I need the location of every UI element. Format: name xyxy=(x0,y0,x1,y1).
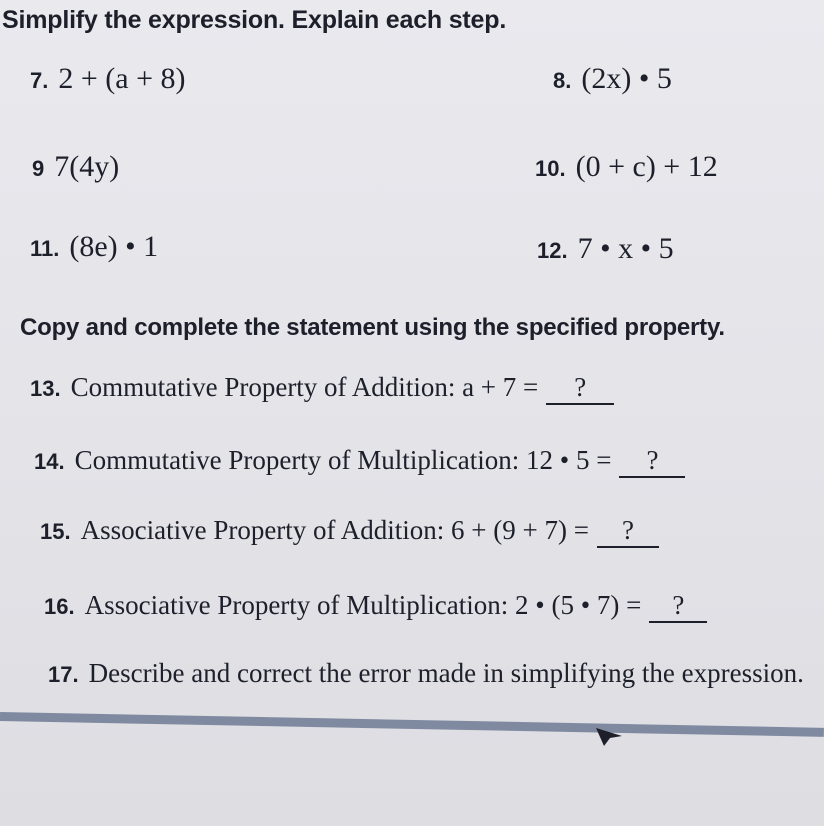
statement-number: 15. xyxy=(40,519,71,544)
problem-expression: (8e) • 1 xyxy=(69,230,159,263)
problem-9 xyxy=(32,150,119,184)
problem-number: 12. xyxy=(537,238,568,263)
answer-blank: ? xyxy=(619,447,685,478)
statement-text: Commutative Property of Multiplication: 12 • 5 = xyxy=(74,445,612,475)
statement-text: Describe and correct the error made in simplifying the expression. xyxy=(88,658,804,688)
problem-expression: 2 + (a + 8) xyxy=(58,62,186,95)
problem-7 xyxy=(30,62,186,96)
section-heading-properties: Copy and complete the statement using the specified property. xyxy=(20,314,725,341)
statement-number: 14. xyxy=(34,449,65,474)
statement-number: 17. xyxy=(48,662,79,687)
statement-number: 16. xyxy=(44,594,75,619)
statement-15 xyxy=(40,515,659,548)
statement-17 xyxy=(48,658,804,689)
statement-text: Associative Property of Multiplication: 2 • (5 • 7) = xyxy=(84,590,642,620)
cursor-arrow-icon xyxy=(594,724,624,748)
divider-rule xyxy=(0,712,824,737)
problem-10 xyxy=(535,150,718,184)
problem-number: 7. xyxy=(30,68,49,93)
problem-number: 10. xyxy=(535,156,566,181)
problem-expression: 7 • x • 5 xyxy=(577,232,674,265)
section-heading-simplify: Simplify the expression. Explain each step. xyxy=(2,6,507,34)
problem-8 xyxy=(553,62,672,96)
problem-expression: (0 + c) + 12 xyxy=(575,150,718,183)
statement-14 xyxy=(34,445,685,478)
answer-blank: ? xyxy=(597,517,659,548)
problem-number: 8. xyxy=(553,68,572,93)
statement-number: 13. xyxy=(30,376,61,401)
statement-16 xyxy=(44,590,707,623)
problem-number: 11. xyxy=(30,236,60,261)
problem-11 xyxy=(30,230,158,264)
statement-13 xyxy=(30,372,614,405)
answer-blank: ? xyxy=(546,374,614,405)
statement-text: Commutative Property of Addition: a + 7 = xyxy=(70,372,539,402)
problem-expression: (2x) • 5 xyxy=(581,62,672,95)
answer-blank: ? xyxy=(649,592,707,623)
problem-number: 9 xyxy=(32,156,45,181)
problem-expression: 7(4y) xyxy=(54,150,120,183)
problem-12 xyxy=(537,232,674,266)
statement-text: Associative Property of Addition: 6 + (9 + 7) = xyxy=(80,515,589,545)
